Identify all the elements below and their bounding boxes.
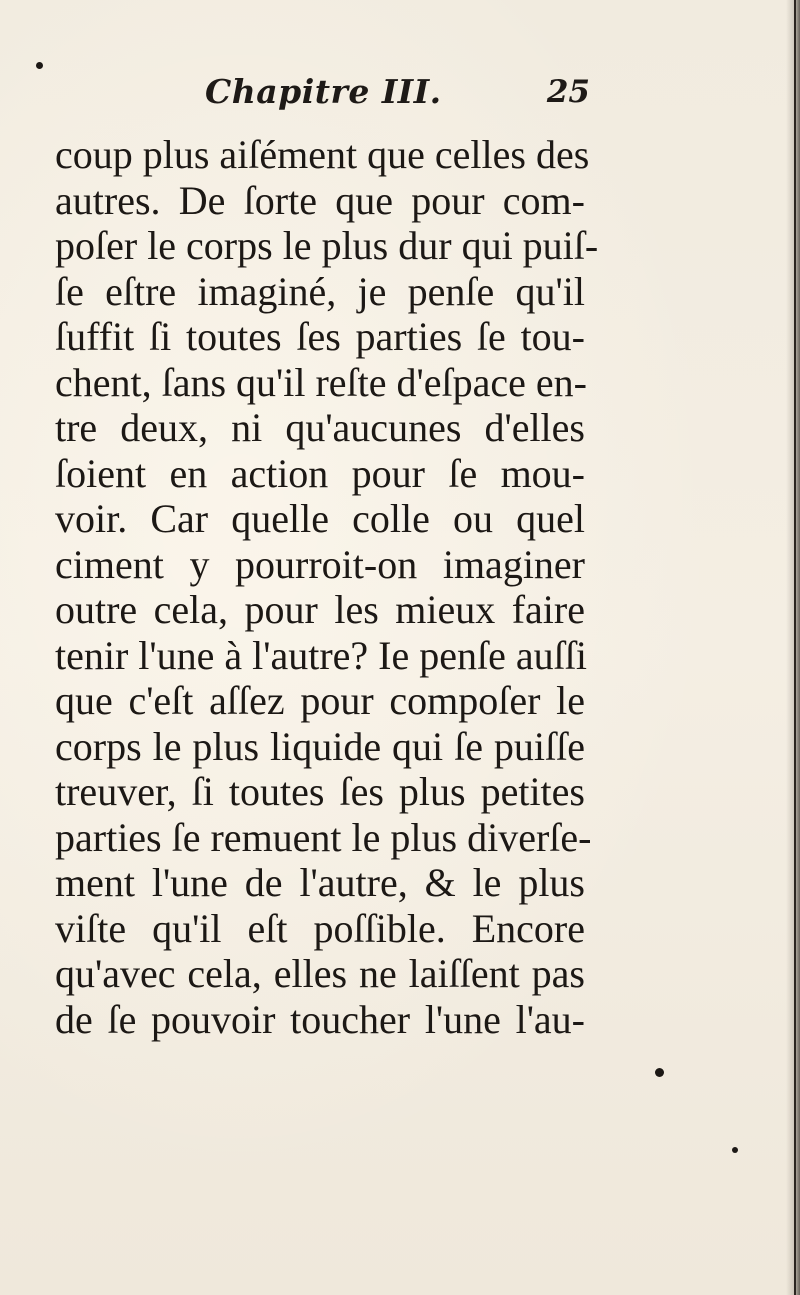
- text-line: que c'eſt aſſez pour compoſer le: [55, 678, 585, 723]
- text-line: ciment y pourroit-on imaginer: [55, 541, 585, 587]
- text-line: viſte qu'il eſt poſſible. Encore: [55, 905, 585, 951]
- text-line: tre deux, ni qu'aucunes d'elles: [55, 405, 585, 450]
- text-line: tenir l'une à l'autre? Ie penſe auſſi: [55, 632, 587, 678]
- page-edge-line: [794, 0, 796, 1295]
- page-edge-shadow: [786, 0, 800, 1295]
- page-number: 25: [546, 74, 590, 110]
- text-line: ment l'une de l'autre, & le plus: [55, 860, 585, 905]
- text-line: voir. Car quelle colle ou quel: [55, 496, 585, 541]
- ink-speck: [732, 1147, 738, 1153]
- text-line: parties ſe remuent le plus diverſe-: [55, 814, 592, 860]
- text-line: de ſe pouvoir toucher l'une l'au-: [55, 996, 585, 1042]
- text-line: chent, ſans qu'il reſte d'eſpace en-: [55, 359, 587, 405]
- page-header: [205, 72, 590, 124]
- ink-speck: [655, 1068, 664, 1077]
- text-line: qu'avec cela, elles ne laiſſent pas: [55, 951, 585, 996]
- text-line: ſoient en action pour ſe mou-: [55, 450, 585, 496]
- running-head: Chapitre III.: [205, 72, 442, 111]
- text-line: poſer le corps le plus dur qui puiſ-: [55, 223, 599, 268]
- text-line: ſuffit ſi toutes ſes parties ſe tou-: [55, 314, 585, 359]
- text-line: coup plus aiſément que celles des: [55, 132, 590, 177]
- text-line: treuver, ſi toutes ſes plus petites: [55, 769, 585, 814]
- ink-speck: [36, 62, 43, 69]
- text-line: ſe eſtre imaginé, je penſe qu'il: [55, 268, 585, 314]
- text-line: corps le plus liquide qui ſe puiſſe: [55, 723, 585, 769]
- text-line: outre cela, pour les mieux faire: [55, 587, 585, 632]
- body-text: [55, 132, 599, 1042]
- text-line: autres. De ſorte que pour com-: [55, 177, 585, 223]
